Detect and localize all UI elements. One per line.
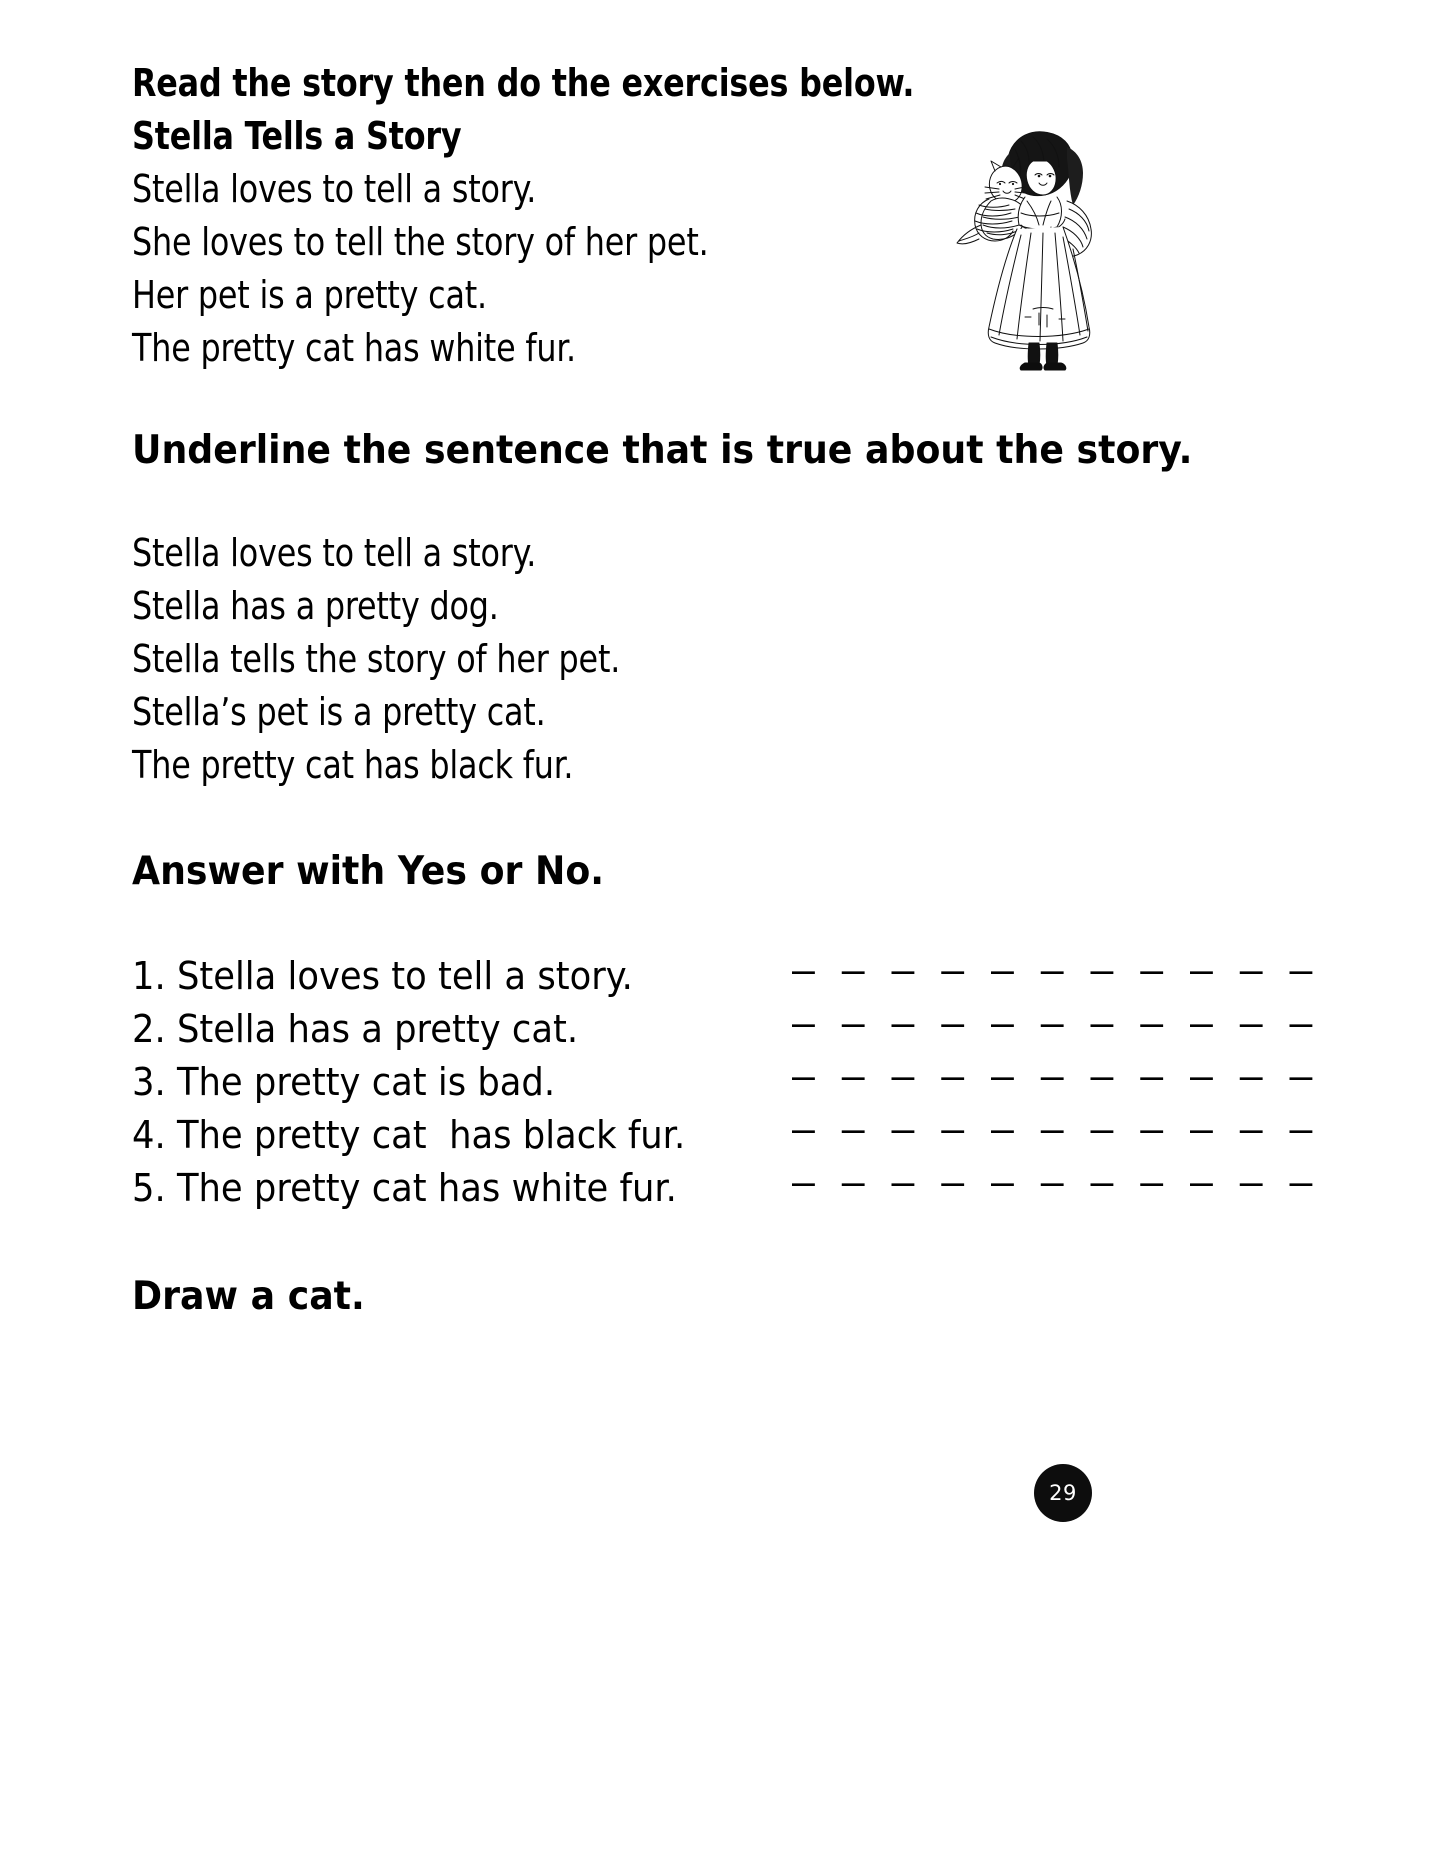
choice-item[interactable]: Stella has a pretty dog.	[132, 584, 499, 628]
choice-item[interactable]: Stella loves to tell a story.	[132, 531, 537, 575]
question-text: 1. Stella loves to tell a story.	[132, 954, 633, 998]
page-number-badge	[1034, 1464, 1092, 1522]
question-row	[132, 1056, 1314, 1109]
page-number-label: 29	[1049, 1481, 1077, 1505]
answer-blank[interactable]: – – – – – – – – – – –	[792, 1054, 1315, 1098]
questions-list	[132, 950, 1314, 1215]
answer-yes-no-instruction: Answer with Yes or No.	[132, 849, 605, 894]
question-row	[132, 950, 1314, 1003]
story-section	[132, 57, 973, 375]
choice-item[interactable]: The pretty cat has black fur.	[132, 743, 574, 787]
draw-instruction-block	[132, 1270, 382, 1324]
underline-instruction: Underline the sentence that is true about the story.	[132, 428, 1193, 473]
question-row	[132, 1109, 1314, 1162]
answer-blank[interactable]: – – – – – – – – – – –	[792, 1160, 1315, 1204]
choice-item[interactable]: Stella’s pet is a pretty cat.	[132, 690, 546, 734]
draw-instruction: Draw a cat.	[132, 1274, 365, 1319]
story-line-4: The pretty cat has white fur.	[132, 326, 576, 370]
question-text: 3. The pretty cat is bad.	[132, 1060, 556, 1104]
story-line-2: She loves to tell the story of her pet.	[132, 220, 709, 264]
question-text: 5. The pretty cat has white fur.	[132, 1166, 677, 1210]
answer-blank[interactable]: – – – – – – – – – – –	[792, 948, 1315, 992]
answer-blank[interactable]: – – – – – – – – – – –	[792, 1107, 1315, 1151]
question-text: 4. The pretty cat has black fur.	[132, 1113, 686, 1157]
question-text: 2. Stella has a pretty cat.	[132, 1007, 579, 1051]
choice-item[interactable]: Stella tells the story of her pet.	[132, 637, 621, 681]
question-row	[132, 1003, 1314, 1056]
read-story-instruction: Read the story then do the exercises below.	[132, 61, 915, 105]
story-line-1: Stella loves to tell a story.	[132, 167, 537, 211]
girl-holding-cat-illustration	[955, 113, 1130, 371]
answer-blank[interactable]: – – – – – – – – – – –	[792, 1001, 1315, 1045]
answer-instruction-block	[132, 845, 640, 899]
question-row	[132, 1162, 1314, 1215]
story-title: Stella Tells a Story	[132, 114, 462, 158]
choice-sentences-list	[132, 527, 657, 792]
story-line-3: Her pet is a pretty cat.	[132, 273, 487, 317]
underline-instruction-block	[132, 424, 1272, 478]
